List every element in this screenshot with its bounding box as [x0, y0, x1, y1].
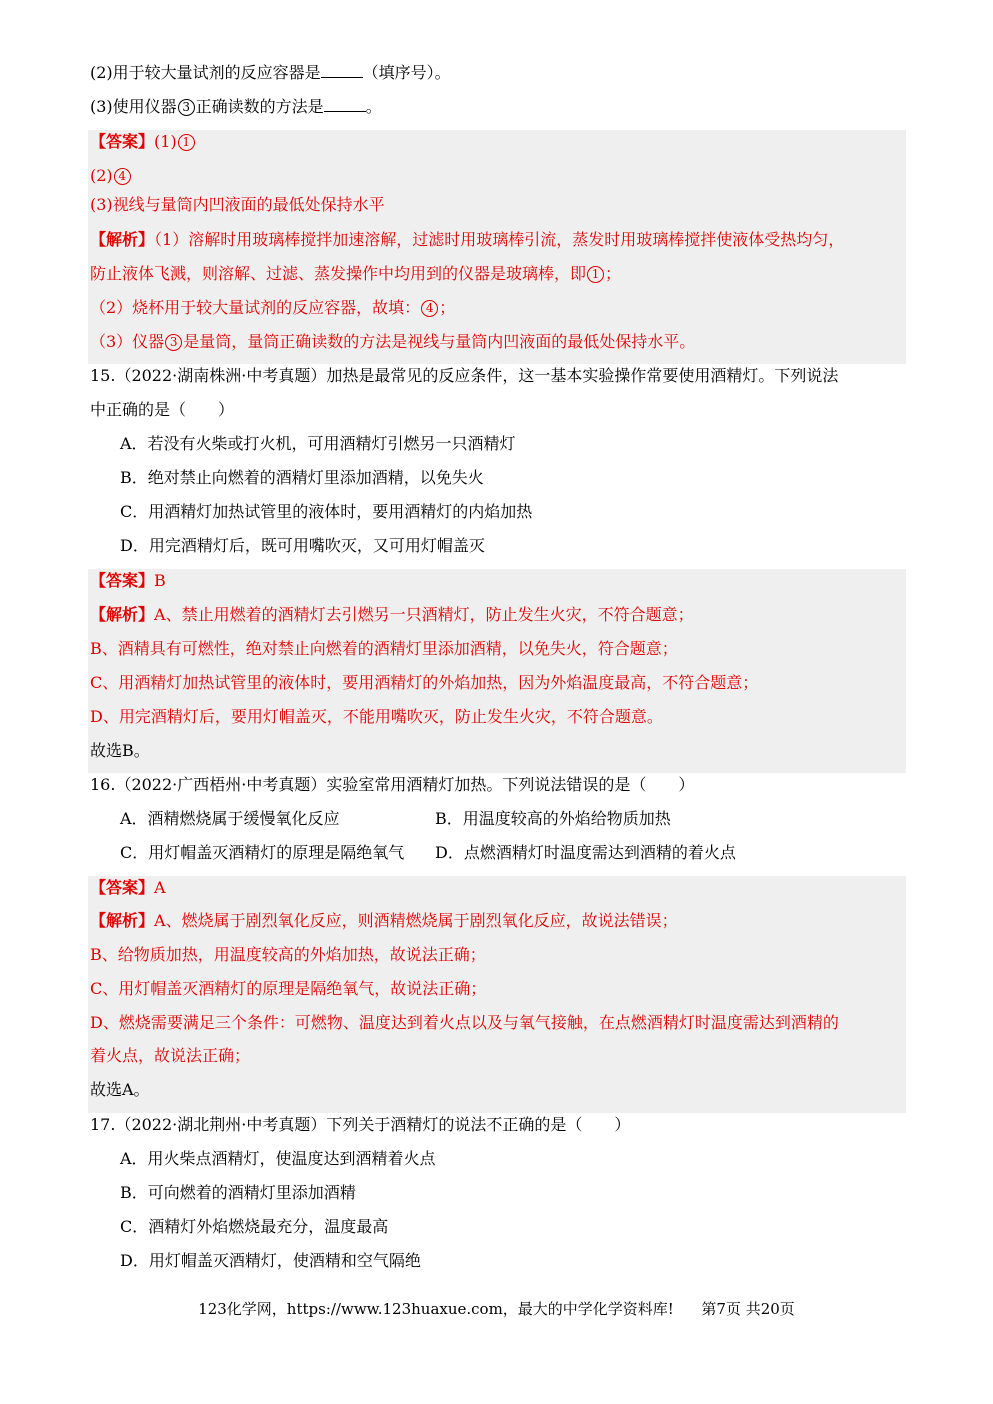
circled-number: 4 — [421, 300, 438, 317]
q15-option-b: B．绝对禁止向燃着的酒精灯里添加酒精，以免失火 — [120, 468, 484, 487]
q16-option-row-1 — [120, 808, 340, 830]
answer-blank — [324, 97, 366, 112]
q14-answer-2: (2) 4 — [90, 165, 132, 187]
q15-answer: 【答案】B — [90, 571, 166, 590]
q14-answer: 【答案】(1) 1 — [90, 131, 196, 153]
q14-subquestion-2: (2)用于较大量试剂的反应容器是 （填序号）。 — [90, 63, 451, 82]
q14-analysis-1b: 防止液体飞溅，则溶解、过滤、蒸发操作中均用到的仪器是玻璃棒，即 1 ； — [90, 264, 622, 283]
answer-blank — [321, 63, 363, 78]
q16-stem: 16.（2022·广西梧州·中考真题）实验室常用酒精灯加热。下列说法错误的是（ ） — [90, 775, 695, 794]
q17-option-d: D．用灯帽盖灭酒精灯，使酒精和空气隔绝 — [120, 1251, 421, 1270]
q16-analysis-2: B、给物质加热，用温度较高的外焰加热，故说法正确； — [90, 945, 486, 964]
q16-analysis-5: 着火点，故说法正确； — [90, 1046, 251, 1065]
q15-analysis-1: 【解析】A、禁止用燃着的酒精灯去引燃另一只酒精灯，防止发生火灾，不符合题意； — [90, 605, 694, 624]
circled-number: 4 — [114, 168, 131, 185]
q15-conclusion: 故选B。 — [90, 741, 150, 760]
q16-answer: 【答案】A — [90, 878, 166, 897]
q16-analysis-3: C、用灯帽盖灭酒精灯的原理是隔绝氧气，故说法正确； — [90, 979, 487, 998]
circled-number: 3 — [165, 334, 182, 351]
q16-option-c: C．用灯帽盖灭酒精灯的原理是隔绝氧气 — [120, 843, 405, 862]
q17-option-b: B．可向燃着的酒精灯里添加酒精 — [120, 1183, 356, 1202]
q16-analysis-4: D、燃烧需要满足三个条件：可燃物、温度达到着火点以及与氧气接触，在点燃酒精灯时温度需达到酒精的 — [90, 1013, 839, 1032]
q15-stem-line-2: 中正确的是（ ） — [90, 400, 235, 419]
q16-option-a: A．酒精燃烧属于缓慢氧化反应 — [120, 809, 340, 828]
q15-option-a: A．若没有火柴或打火机，可用酒精灯引燃另一只酒精灯 — [120, 434, 516, 453]
footer-page-number: 第7页 共20页 — [701, 1300, 795, 1318]
q15-answer-box — [88, 569, 906, 773]
q16-option-b: B．用温度较高的外焰给物质加热 — [435, 809, 671, 828]
q14-analysis-3: （3）仪器 3 是量筒，量筒正确读数的方法是视线与量筒内凹液面的最低处保持水平。 — [90, 332, 696, 351]
q17-stem: 17.（2022·湖北荆州·中考真题）下列关于酒精灯的说法不正确的是（ ） — [90, 1115, 631, 1134]
q16-conclusion: 故选A。 — [90, 1080, 150, 1099]
q15-option-c: C．用酒精灯加热试管里的液体时，要用酒精灯的内焰加热 — [120, 502, 533, 521]
q16-option-d: D．点燃酒精灯时温度需达到酒精的着火点 — [435, 843, 736, 862]
q15-analysis-4: D、用完酒精灯后，要用灯帽盖灭，不能用嘴吹灭，防止发生火灾，不符合题意。 — [90, 707, 663, 726]
circled-number: 1 — [587, 266, 604, 283]
q16-analysis-1: 【解析】A、燃烧属于剧烈氧化反应，则酒精燃烧属于剧烈氧化反应，故说法错误； — [90, 911, 678, 930]
page-footer — [0, 1298, 993, 1320]
q14-analysis-1: 【解析】（1）溶解时用玻璃棒搅拌加速溶解，过滤时用玻璃棒引流，蒸发时用玻璃棒搅拌使液体受热均匀， — [90, 230, 845, 249]
q15-option-d: D．用完酒精灯后，既可用嘴吹灭，又可用灯帽盖灭 — [120, 536, 485, 555]
q14-analysis-2: （2）烧杯用于较大量试剂的反应容器，故填： 4 ； — [90, 298, 456, 317]
q15-analysis-2: B、酒精具有可燃性，绝对禁止向燃着的酒精灯里添加酒精，以免失火，符合题意； — [90, 639, 678, 658]
q17-option-c: C．酒精灯外焰燃烧最充分，温度最高 — [120, 1217, 389, 1236]
q14-subquestion-3: (3)使用仪器 3 正确读数的方法是 。 — [90, 97, 382, 116]
circled-number: 3 — [178, 99, 195, 116]
q17-option-a: A．用火柴点酒精灯，使温度达到酒精着火点 — [120, 1149, 436, 1168]
q15-stem-line-1: 15.（2022·湖南株洲·中考真题）加热是最常见的反应条件，这一基本实验操作常要使用酒精灯。下列说法 — [90, 366, 839, 385]
footer-site: 123化学网，https://www.123huaxue.com，最大的中学化学资料库! — [198, 1300, 674, 1318]
circled-number: 1 — [178, 134, 195, 151]
q15-analysis-3: C、用酒精灯加热试管里的液体时，要用酒精灯的外焰加热，因为外焰温度最高，不符合题意； — [90, 673, 759, 692]
q14-answer-3: (3)视线与量筒内凹液面的最低处保持水平 — [90, 195, 385, 214]
